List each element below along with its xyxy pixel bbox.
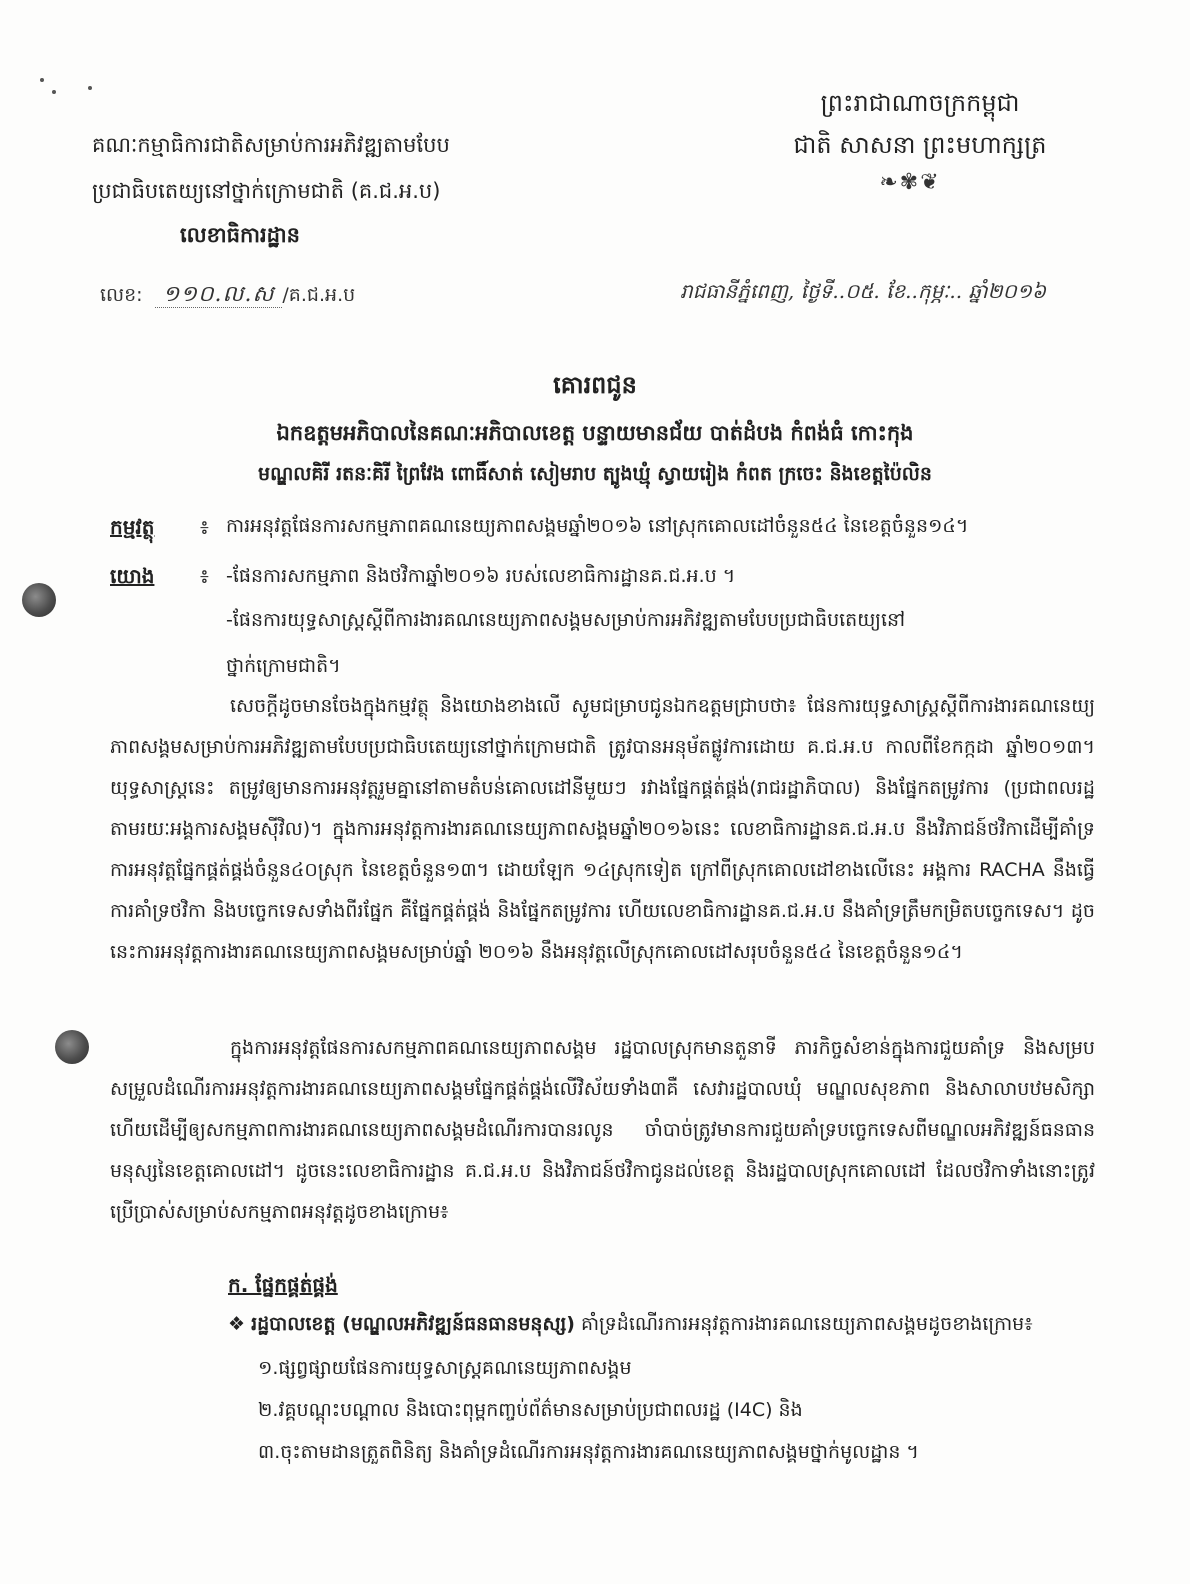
section-heading-supply-side: ក. ផ្នែកផ្គត់ផ្គង់ bbox=[228, 1273, 338, 1297]
bullet-bold-label: រដ្ឋបាលខេត្ត (មណ្ឌលអភិវឌ្ឍន៍ធនធានមនុស្ស) bbox=[251, 1313, 575, 1335]
scan-speck bbox=[40, 78, 44, 82]
ornament-icon: ❧✾❦ bbox=[879, 170, 941, 195]
body-paragraph-2: ក្នុងការអនុវត្តផែនការសកម្មភាពគណនេយ្យភាពសង្គម រដ្ឋបាលស្រុកមានតួនាទី ភារកិច្ចសំខាន់ក្នុងការជួយគាំទ្រ និងសម្របសម្រួលដំណើរការអនុវត្តការងារគណនេយ្យភាពសង្គមផ្នែកផ្គត់ផ្គង់លើវិស័យទាំង៣គឺ សេវារដ្ឋបាលឃុំ មណ្ឌលសុខភាព និងសាលាបឋមសិក្សា ហើយដើម្បីឲ្យសកម្មភាពការងារគណនេយ្យភាពសង្គមដំណើរការបានរលូន ចាំបាច់ត្រូវមានការជួយគាំទ្របច្ចេកទេសពីមណ្ឌលអភិវឌ្ឍន៍ធនធានមនុស្សនៃខេត្តគោលដៅ។ ដូចនេះលេខាធិការដ្ឋាន គ.ជ.អ.ប និងវិភាជន៍ថវិកាជូនដល់ខេត្ត និងរដ្ឋបាលស្រុកគោលដៅ ដែលថវិកាទាំងនោះត្រូវប្រើប្រាស់សម្រាប់សកម្មភាពអនុវត្តដូចខាងក្រោម៖ bbox=[110, 1037, 1095, 1223]
reference-colon: ៖ bbox=[200, 564, 209, 588]
body-paragraph-1: សេចក្តីដូចមានចែងក្នុងកម្មវត្ថុ និងយោងខាងលើ សូមជម្រាបជូនឯកឧត្តមជ្រាបថា៖ ផែនការយុទ្ធសាស្ត្រស្តីពីការងារគណនេយ្យភាពសង្គមសម្រាប់ការអភិវឌ្ឍតាមបែបប្រជាធិបតេយ្យនៅថ្នាក់ក្រោមជាតិ ត្រូវបានអនុម័តផ្លូវការដោយ គ.ជ.អ.ប កាលពីខែកក្កដា ឆ្នាំ២០១៣។ យុទ្ធសាស្ត្រនេះ តម្រូវឲ្យមានការអនុវត្តរួមគ្នានៅតាមតំបន់គោលដៅនីមួយៗ រវាងផ្នែកផ្គត់ផ្គង់(រាជរដ្ឋាភិបាល) និងផ្នែកតម្រូវការ (ប្រជាពលរដ្ឋតាមរយៈអង្គការសង្គមស៊ីវិល)។ ក្នុងការអនុវត្តការងារគណនេយ្យភាពសង្គមឆ្នាំ២០១៦នេះ លេខាធិការដ្ឋានគ.ជ.អ.ប នឹងវិភាជន៍ថវិកាដើម្បីគាំទ្រការអនុវត្តផ្នែកផ្គត់ផ្គង់ចំនួន៤០ស្រុក នៃខេត្តចំនួន១៣។ ដោយឡែក ១៤ស្រុកទៀត ក្រៅពីស្រុកគោលដៅខាងលើនេះ អង្គការ RACHA នឹងធ្វើការគាំទ្រថវិកា និងបច្ចេកទេសទាំងពីរផ្នែក គឺផ្នែកផ្គត់ផ្គង់ និងផ្នែកតម្រូវការ ហើយលេខាធិការដ្ឋានគ.ជ.អ.ប នឹងគាំទ្រត្រឹមកម្រិតបច្ចេកទេស។ ដូចនេះការអនុវត្តការងារគណនេយ្យភាពសង្គមសម្រាប់ឆ្នាំ ២០១៦ នឹងអនុវត្តលើស្រុកគោលដៅសរុបចំនួន៥៤ នៃខេត្តចំនួន១៤។ bbox=[110, 695, 1095, 963]
org-secretariat: លេខាធិការដ្ឋាន bbox=[180, 223, 300, 247]
kingdom-title: ព្រះរាជាណាចក្រកម្ពុជា bbox=[820, 89, 1020, 117]
diamond-bullet-icon: ❖ bbox=[228, 1313, 246, 1335]
subject-label: កម្មវត្ថុ bbox=[110, 515, 155, 539]
list-item: ២.វគ្គបណ្តុះបណ្តាល និងបោះពុម្ពកញ្ចប់ព័ត៌មានសម្រាប់ប្រជាពលរដ្ឋ (I4C) និង bbox=[258, 1399, 803, 1421]
subject-text: ការអនុវត្តផែនការសកម្មភាពគណនេយ្យភាពសង្គមឆ្នាំ២០១៦ នៅស្រុកគោលដៅចំនួន៥៤ នៃខេត្តចំនួន១៤។ bbox=[226, 515, 969, 537]
kingdom-motto: ជាតិ សាសនា ព្រះមហាក្សត្រ bbox=[793, 131, 1047, 159]
recipient-line2: មណ្ឌលគិរី រតនៈគិរី ព្រៃវែង ពោធិ៍សាត់ សៀមរាប ត្បូងឃ្មុំ ស្វាយរៀង កំពត ក្រចេះ និងខេត្តប៉ៃលិន bbox=[258, 463, 932, 485]
reference-label: លេខ: bbox=[100, 284, 143, 306]
reference-item-1: -ផែនការសកម្មភាព និងថវិកាឆ្នាំ២០១៦ របស់លេខាធិការដ្ឋានគ.ជ.អ.ប ។ bbox=[226, 565, 736, 587]
list-item: ១.ផ្សព្វផ្សាយផែនការយុទ្ធសាស្ត្រគណនេយ្យភាពសង្គម bbox=[258, 1357, 632, 1379]
date-line: រាជធានីភ្នំពេញ, ថ្ងៃទី..០៥. ខែ..កុម្ភៈ.. ឆ្នាំ២០១៦ bbox=[680, 279, 1047, 303]
recipient-line1: ឯកឧត្តមអភិបាលនៃគណៈអភិបាលខេត្ត បន្ទាយមានជ័យ បាត់ដំបង កំពង់ធំ កោះកុង bbox=[276, 420, 914, 445]
reference-item-2-cont: ថ្នាក់ក្រោមជាតិ។ bbox=[226, 655, 341, 677]
punch-hole-bottom bbox=[55, 1030, 89, 1064]
reference-section-label: យោង bbox=[110, 564, 155, 588]
reference-number bbox=[100, 280, 355, 312]
subject-colon: ៖ bbox=[200, 515, 209, 539]
page-title: គោរពជូន bbox=[553, 370, 637, 399]
org-name-line1: គណៈកម្មាធិការជាតិសម្រាប់ការអភិវឌ្ឍតាមបែប bbox=[92, 133, 450, 157]
org-name-line2: ប្រជាធិបតេយ្យនៅថ្នាក់ក្រោមជាតិ (គ.ជ.អ.ប) bbox=[92, 179, 441, 203]
reference-item-2: -ផែនការយុទ្ធសាស្ត្រស្តីពីការងារគណនេយ្យភាពសង្គមសម្រាប់ការអភិវឌ្ឍតាមបែបប្រជាធិបតេយ្យនៅ bbox=[226, 609, 906, 631]
bullet-provincial-admin bbox=[228, 1312, 1033, 1340]
reference-handwritten: ១១០.ល.ស bbox=[155, 282, 283, 308]
bullet-rest: គាំទ្រដំណើរការអនុវត្តការងារគណនេយ្យភាពសង្គមដូចខាងក្រោម៖ bbox=[574, 1313, 1033, 1335]
punch-hole-top bbox=[22, 583, 56, 617]
scan-speck bbox=[52, 90, 56, 94]
scan-speck bbox=[88, 86, 92, 90]
list-item: ៣.ចុះតាមដានត្រួតពិនិត្យ និងគាំទ្រដំណើរការអនុវត្តការងារគណនេយ្យភាពសង្គមថ្នាក់មូលដ្ឋាន ។ bbox=[258, 1441, 919, 1463]
reference-suffix: /គ.ជ.អ.ប bbox=[282, 284, 356, 306]
